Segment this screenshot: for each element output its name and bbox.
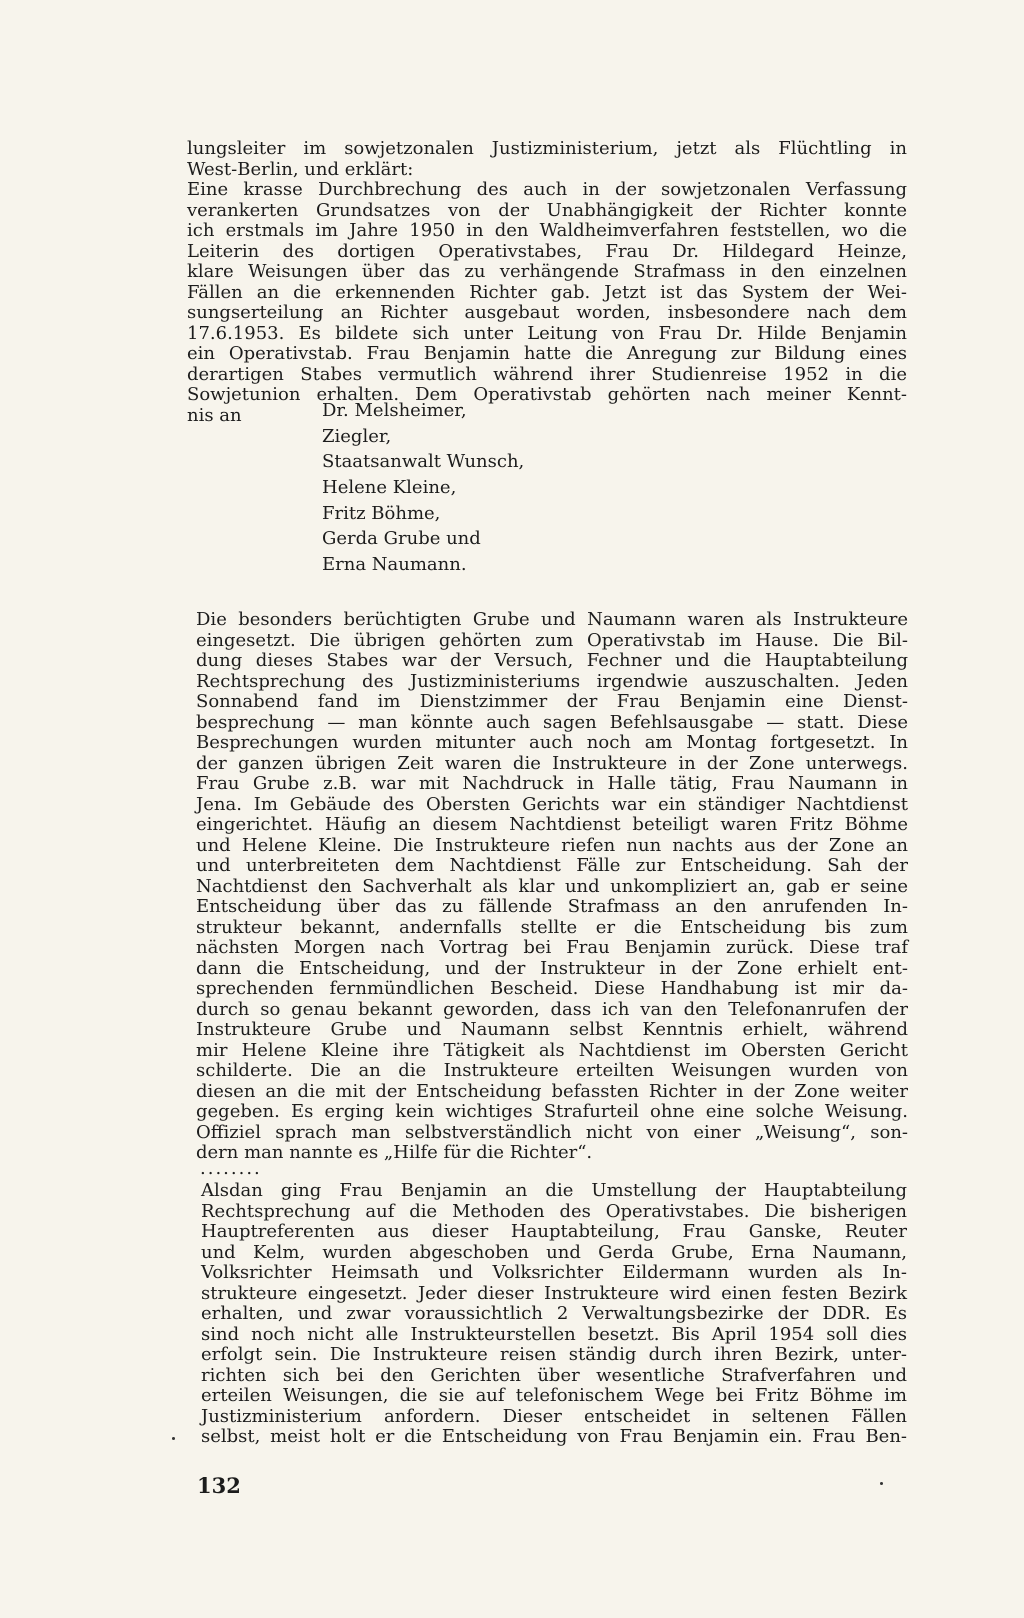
paragraph-statement-intro [187,139,907,426]
text-line: Rechtsprechung auf die Methoden des Operativstabes. Die bisherigen [201,1200,907,1222]
text-line: nächsten Morgen nach Vortrag bei Frau Benjamin zurück. Diese traf [196,937,908,958]
text-line: Sonnabend fand im Dienstzimmer der Frau Benjamin eine Dienst- [196,691,908,712]
ellipsis-separator: ........ [200,1158,262,1179]
text-line: West-Berlin, und erklärt: [187,158,414,180]
text-line: eingesetzt. Die übrigen gehörten zum Operativstab im Hause. Die Bil- [196,629,908,651]
text-line: Justizministerium anfordern. Dieser entscheidet in seltenen Fällen [201,1405,907,1427]
text-line: der ganzen übrigen Zeit waren die Instrukteure in der Zone unterwegs. [196,752,908,774]
text-line: Volksrichter Heimsath und Volksrichter Eildermann wurden als In- [201,1262,907,1283]
text-line: sungserteilung an Richter ausgebaut worden, insbesondere nach dem [187,302,907,323]
text-line: erhalten, und zwar voraussichtlich 2 Verwaltungsbezirke der DDR. Es [201,1303,907,1324]
text-line: ich erstmals im Jahre 1950 in den Waldheimverfahren feststellen, wo die [187,220,907,241]
text-line: dern man nannte es „Hilfe für die Richter“. [196,1142,593,1163]
text-line: Alsdan ging Frau Benjamin an die Umstellung der Hauptabteilung [201,1180,907,1201]
text-line: Nachtdienst den Sachverhalt als klar und unkompliziert an, gab er seine [196,875,908,897]
member-name: Helene Kleine, [322,477,457,499]
member-name: Staatsanwalt Wunsch, [322,451,525,473]
text-line: und unterbreiteten dem Nachtdienst Fälle zur Entscheidung. Sah der [196,855,908,876]
member-name: Gerda Grube und [322,528,481,550]
text-line: Frau Grube z.B. war mit Nachdruck in Halle tätig, Frau Naumann in [196,773,908,794]
text-line: dung dieses Stabes war der Versuch, Fechner und die Hauptabteilung [196,650,908,671]
text-line: Entscheidung über das zu fällende Strafmass an den anrufenden In- [196,896,908,917]
text-line: Instrukteure Grube und Naumann selbst Kenntnis erhielt, während [196,1019,908,1040]
text-line: schilderte. Die an die Instrukteure erteilten Weisungen wurden von [196,1060,908,1081]
paragraph-instructors [196,610,908,1164]
text-line: Leiterin des dortigen Operativstabes, Frau Dr. Hildegard Heinze, [187,240,907,262]
text-line: strukteure eingesetzt. Jeder dieser Instrukteure wird einen festen Bezirk [201,1282,907,1304]
text-line: erfolgt sein. Die Instrukteure reisen ständig durch ihren Bezirk, unter- [201,1344,907,1365]
member-name: Erna Naumann. [322,554,467,576]
member-name: Dr. Melsheimer, [322,400,467,421]
member-name: Ziegler, [322,425,392,447]
text-line: und Helene Kleine. Die Instrukteure riefen nun nachts aus der Zone an [196,834,908,856]
text-line: erteilen Weisungen, die sie auf telefonischem Wege bei Fritz Böhme im [201,1385,907,1406]
text-line: klare Weisungen über das zu verhängende Strafmass in den einzelnen [187,261,907,282]
page-number: 132 [197,1473,241,1498]
text-line: dann die Entscheidung, und der Instrukteur in der Zone erhielt ent- [196,957,908,979]
text-line: nis an [187,404,242,426]
text-line: Fällen an die erkennenden Richter gab. Jetzt ist das System der Wei- [187,281,907,303]
member-name-list [187,398,907,578]
text-line: sind noch nicht alle Instrukteurstellen besetzt. Bis April 1954 soll dies [201,1323,907,1345]
text-line: selbst, meist holt er die Entscheidung von Frau Benjamin ein. Frau Ben- [201,1426,907,1447]
text-line: lungsleiter im sowjetzonalen Justizministerium, jetzt als Flüchtling in [187,138,907,159]
text-line: sprechenden fernmündlichen Bescheid. Diese Handhabung ist mir da- [196,978,908,999]
print-speck [880,1482,883,1485]
text-line: diesen an die mit der Entscheidung befassten Richter in der Zone weiter [196,1080,908,1102]
text-line: Die besonders berüchtigten Grube und Naumann waren als Instrukteure [196,609,908,630]
text-line: ein Operativstab. Frau Benjamin hatte die Anregung zur Bildung eines [187,343,907,364]
print-speck [172,1437,175,1440]
text-line: gegeben. Es erging kein wichtiges Strafurteil ohne eine solche Weisung. [196,1101,908,1122]
member-name: Fritz Böhme, [322,502,441,524]
text-line: verankerten Grundsatzes von der Unabhängigkeit der Richter konnte [187,199,907,221]
text-line: Hauptreferenten aus dieser Hauptabteilung, Frau Ganske, Reuter [201,1221,907,1242]
text-line: Sowjetunion erhalten. Dem Operativstab gehörten nach meiner Kennt- [187,384,907,405]
text-line: Rechtsprechung des Justizministeriums irgendwie auszuschalten. Jeden [196,670,908,692]
text-line: und Kelm, wurden abgeschoben und Gerda Grube, Erna Naumann, [201,1241,907,1263]
text-line: derartigen Stabes vermutlich während ihrer Studienreise 1952 in die [187,363,907,385]
text-line: Offiziel sprach man selbstverständlich nicht von einer „Weisung“, son- [196,1121,908,1143]
text-line: richten sich bei den Gerichten über wesentliche Strafverfahren und [201,1364,907,1386]
text-line: Besprechungen wurden mitunter auch noch am Montag fortgesetzt. In [196,732,908,753]
text-line: besprechung — man könnte auch sagen Befehlsausgabe — statt. Diese [196,711,908,733]
text-line: Jena. Im Gebäude des Obersten Gerichts war ein ständiger Nachtdienst [196,793,908,815]
text-line: 17.6.1953. Es bildete sich unter Leitung von Frau Dr. Hilde Benjamin [187,322,907,344]
paragraph-reorganisation [201,1181,907,1448]
text-line: durch so genau bekannt geworden, dass ich van den Telefonanrufen der [196,998,908,1020]
text-line: strukteur bekannt, andernfalls stellte er die Entscheidung bis zum [196,916,908,938]
text-line: mir Helene Kleine ihre Tätigkeit als Nachtdienst im Obersten Gericht [196,1039,908,1061]
text-line: eingerichtet. Häufig an diesem Nachtdienst beteiligt waren Fritz Böhme [196,814,908,835]
text-line: Eine krasse Durchbrechung des auch in der sowjetzonalen Verfassung [187,179,907,200]
